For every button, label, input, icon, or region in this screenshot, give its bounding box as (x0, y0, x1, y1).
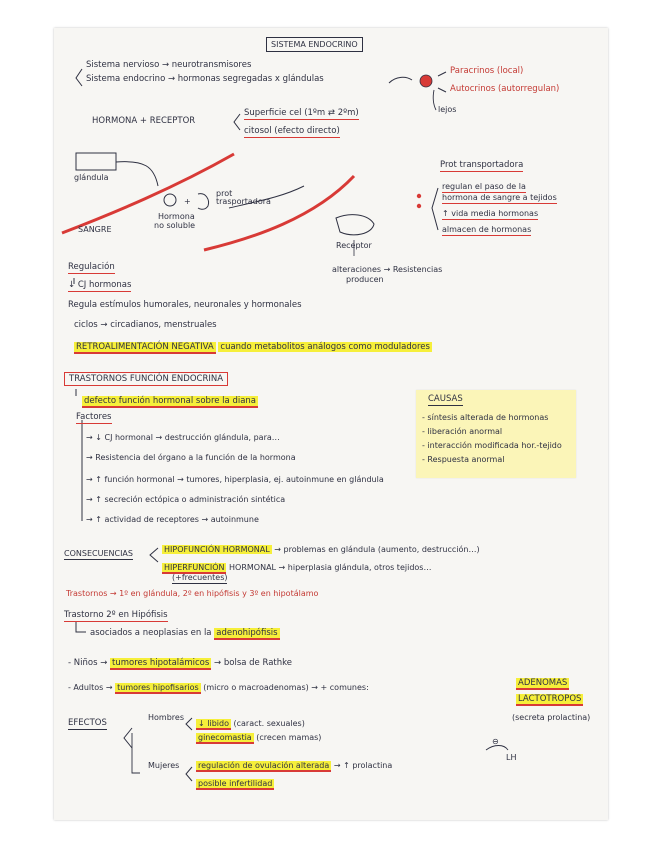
ninos-detail: → bolsa de Rathke (214, 658, 292, 668)
intro-paracrinos: Paracrinos (local) (450, 66, 524, 76)
trastornos-orden: Trastornos → 1º en glándula, 2º en hipófisis y 3º en hipotálamo (66, 589, 319, 598)
ginecomastia-detail: (crecen mamas) (253, 733, 322, 742)
adultos-label: - Adultos → (68, 683, 113, 692)
superficie-text: Superficie cel (1ºm ⇄ 2ºm) (244, 108, 359, 118)
lactotropos-text: LACTOTROPOS (518, 694, 582, 704)
lh-label: LH (506, 753, 517, 762)
factores-title: Factores (76, 412, 112, 422)
producen-label: producen (346, 275, 384, 284)
hombres-label: Hombres (148, 713, 184, 722)
regulacion-title: Regulación (68, 262, 115, 272)
hormona-receptor-label: HORMONA + RECEPTOR (92, 116, 196, 126)
receptor-label: Receptor (336, 241, 372, 250)
ovulacion-detail: → ↑ prolactina (333, 761, 393, 770)
causa-3: - interacción modificada hor.-tejido (422, 441, 562, 450)
regulacion-estimulos: Regula estímulos humorales, neuronales y hormonales (68, 300, 302, 310)
hiperfuncion-detail: HORMONAL → hiperplasia glándula, otros tejidos… (229, 563, 432, 572)
adenomas-text: ADENOMAS (518, 678, 568, 688)
no-soluble-label: no soluble (154, 221, 196, 230)
libido-detail: (caract. sexuales) (230, 719, 305, 728)
citosol-text: citosol (efecto directo) (244, 126, 340, 136)
causa-4: - Respuesta anormal (422, 455, 505, 464)
hormona-label: Hormona (158, 212, 195, 221)
secreta-note: (secreta prolactina) (512, 713, 591, 722)
hiperfuncion-text: HIPERFUNCIÓN (164, 563, 225, 572)
hipofuncion-detail: → problemas en glándula (aumento, destrucción…) (274, 545, 480, 554)
notebook-page (54, 28, 608, 820)
efectos-label: EFECTOS (68, 718, 107, 728)
intro-endocrino: Sistema endocrino → hormonas segregadas x glándulas (86, 74, 324, 84)
libido-text: ↓ libido (198, 719, 229, 728)
causa-1: - síntesis alterada de hormonas (422, 413, 549, 422)
infertilidad-text: posible infertilidad (198, 779, 273, 788)
factor-3: → ↑ función hormonal → tumores, hiperplasia, ej. autoinmune en glándula (86, 475, 384, 484)
frecuentes-note: (+frecuentes) (172, 573, 228, 582)
factor-4: → ↑ secreción ectópica o administración sintética (86, 495, 286, 504)
causas-title: CAUSAS (428, 394, 463, 404)
intro-autocrinos: Autocrinos (autorregulan) (450, 84, 560, 94)
plus-sign: + (184, 197, 191, 206)
defecto-text: defecto función hormonal sobre la diana (84, 396, 257, 406)
factor-1: → ↓ CJ hormonal → destrucción glándula, para… (86, 433, 280, 442)
prot-item-2: hormona de sangre a tejidos (442, 193, 557, 202)
glandula-label: glándula (74, 173, 109, 182)
ovulacion-text: regulación de ovulación alterada (198, 761, 330, 770)
alteraciones-label: alteraciones → Resistencias (332, 265, 443, 274)
minus-sign: ⊖ (492, 737, 499, 746)
prot-transportadora-title: Prot transportadora (440, 160, 524, 170)
mujeres-label: Mujeres (148, 761, 180, 770)
hipofisis-title: Trastorno 2º en Hipófisis (64, 610, 168, 620)
regulacion-ciclos: ciclos → circadianos, menstruales (74, 320, 217, 330)
ninos-label: - Niños → (68, 658, 108, 668)
causa-2: - liberación anormal (422, 427, 503, 436)
ninos-tumores: tumores hipotalámicos (112, 658, 210, 668)
prot-item-4: almacen de hormonas (442, 225, 532, 234)
sangre-label: SANGRE (78, 225, 112, 234)
factor-2: → Resistencia del órgano a la función de la hormona (86, 453, 296, 462)
intro-lejos: lejos (438, 105, 457, 114)
trastornos-title: TRASTORNOS FUNCIÓN ENDOCRINA (64, 372, 228, 386)
ginecomastia-text: ginecomastia (198, 733, 252, 742)
hipofuncion-text: HIPOFUNCIÓN HORMONAL (164, 545, 270, 554)
page-title: SISTEMA ENDOCRINO (266, 37, 363, 52)
retroalimentacion-text: RETROALIMENTACIÓN NEGATIVA (76, 342, 214, 352)
trasportadora-label: trasportadora (216, 197, 271, 206)
adultos-tumores: tumores hipofisarios (117, 683, 199, 692)
retro-detail: cuando metabolitos análogos como moduladores (220, 342, 430, 352)
consecuencias-label: CONSECUENCIAS (64, 549, 133, 558)
asociados-text: asociados a neoplasias en la (90, 628, 212, 638)
prot-item-3: ↑ vida media hormonas (442, 209, 539, 218)
adultos-detail: (micro o macroadenomas) → + comunes: (203, 683, 369, 692)
causas-sticky-note (416, 390, 576, 478)
prot-label: prot (216, 189, 233, 198)
prot-item-1: regulan el paso de la (442, 182, 526, 191)
intro-nervioso: Sistema nervioso → neurotransmisores (86, 60, 252, 70)
adenohipofisis-text: adenohipófisis (216, 628, 278, 638)
factor-5: → ↑ actividad de receptores → autoinmune (86, 515, 259, 524)
regulacion-cj: ↓ CJ hormonas (68, 280, 132, 290)
